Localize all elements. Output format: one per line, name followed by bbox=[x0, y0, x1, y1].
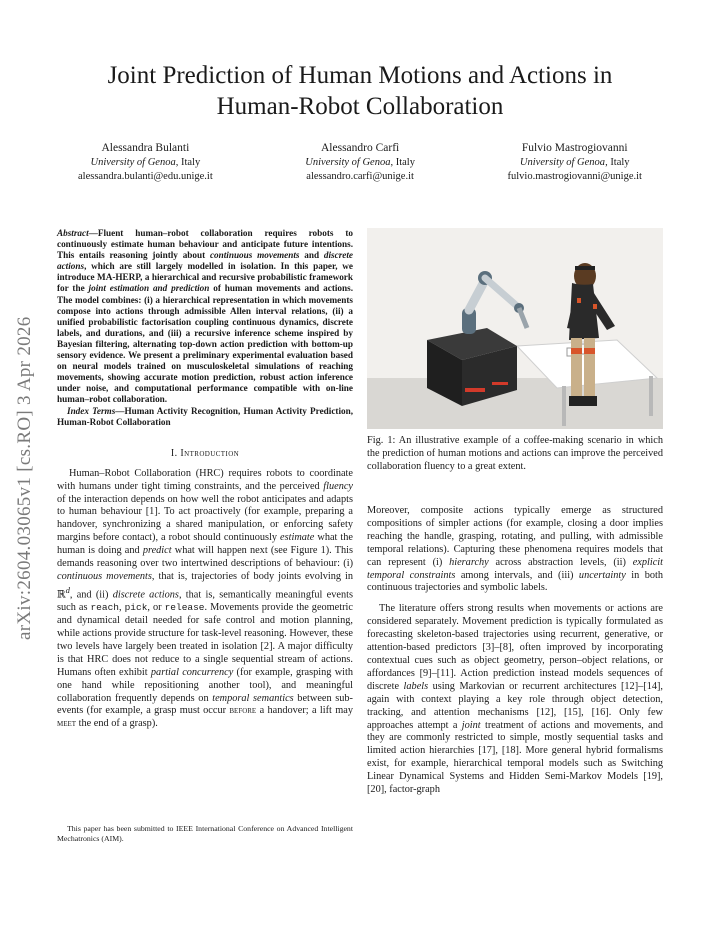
title-line-2: Human-Robot Collaboration bbox=[216, 93, 504, 120]
author-2 bbox=[305, 140, 415, 184]
abstract: Abstract—Fluent human–robot collaboration requires robots to continuously estimate human behaviour and anticipate future intentions. This entails reasoning jointly about continuous movements and discrete actions, which are still largely modelled in isolation. In this paper, we introduce MA-HERP, a hierarchical and recursive probabilistic framework for the joint estimation and prediction of human movements and actions. The model combines: (i) a hierarchical representation in which movements compose into actions through admissible Allen interval relations, (ii) a unified probabilistic factorisation coupling continuous dynamics, discrete labels, and durations, and (iii) a recursive inference scheme inspired by Bayesian filtering, alternating top-down action prediction with bottom-up sensory evidence. We present a preliminary experimental evaluation based on neural models trained on musculoskeletal simulations of reaching movements, showing accurate motion prediction, robust action inference under noise, and computational performance compatible with on-line human–robot collaboration. bbox=[57, 228, 354, 405]
paragraph: The literature offers strong results when movements or actions are considered separately. Movement prediction is typically formulated as forecasting skeleton-based trajectories using recurrent, generative, or attention-based predictors [3]–[8], often improved by incorporating contextual cues such as object geometry, person–object relations, or affordances [9]–[11]. Action prediction instead models sequences of discrete labels using Markovian or recurrent architectures [12]–[14], again with context playing a key role through object detection, tracking, and attention mechanisms [12], [15], [16]. Only few approaches attempt a joint treatment of actions and movements, and they are commonly restricted to simple, mostly sequential tasks and limited action hierarchies [17], [18]. More general hybrid formalisms exist, for example, hierarchical temporal models such as Switching Linear Dynamical Systems and Hidden Semi-Markov Models [19], [20], factor-graph bbox=[367, 603, 664, 796]
author-affiliation: University of Genoa, Italy bbox=[90, 157, 201, 168]
author-email: alessandra.bulanti@edu.unige.it bbox=[78, 171, 213, 182]
author-name: Alessandra Bulanti bbox=[101, 142, 190, 154]
left-column bbox=[57, 228, 353, 731]
author-1 bbox=[78, 140, 213, 184]
author-3 bbox=[507, 140, 642, 184]
introduction-text: Human–Robot Collaboration (HRC) requires robots to coordinate with humans under tight timing constraints, and the perceived fluency of the interaction depends on how well the robot anticipates and adapts to human behaviour [1]. To act proactively (for example, preparing a handover, synchronizing a shared manipulation, or enforcing safety margins before contact), a robot should continuously estimate what the human is doing and predict what will happen next (see Figure 1). This demands reasoning over two intertwined descriptions of behaviour: (i) continuous movements, that is, trajectories of body joints evolving in ℝ$^d$, and (ii) discrete actions, that is, semantically meaningful events such as reach, pick, or release. Movements provide the geometric and dynamical detail needed for safe control and motion planning, while actions provide structure for task-level reasoning. However, these two levels have largely been treated in isolation [2]. A major difficulty is that HRC does not reduce to a single sequential stream of actions. Humans often exhibit partial concurrency (for example, grasping with one hand while repositioning another tool), and meaningful collaboration frequently depends on temporal semantics between sub-events (for example, a grasp must occur before a handover; a lift may meet the end of a grasp). bbox=[57, 467, 354, 730]
author-affiliation: University of Genoa, Italy bbox=[305, 157, 415, 168]
right-column-text bbox=[367, 505, 663, 805]
paper-title bbox=[40, 60, 680, 122]
index-terms: Index Terms—Human Activity Recognition, Human Activity Prediction, Human-Robot Collaboration bbox=[57, 405, 354, 427]
arxiv-identifier: arXiv:2604.03065v1 [cs.RO] 3 Apr 2026 bbox=[14, 316, 35, 640]
author-block bbox=[78, 140, 642, 184]
footnote: This paper has been submitted to IEEE International Conference on Advanced Intelligent Mechatronics (AIM). bbox=[57, 824, 353, 843]
coffee-scenario-illustration bbox=[367, 228, 663, 429]
figure-1-caption: Fig. 1: An illustrative example of a coffee-making scenario in which the prediction of human motions and actions can improve the perceived collaboration fluency to a great extent. bbox=[367, 435, 663, 472]
right-column-figure bbox=[367, 228, 663, 474]
title-line-1: Joint Prediction of Human Motions and Actions in bbox=[107, 62, 613, 89]
author-name: Fulvio Mastrogiovanni bbox=[521, 142, 628, 154]
author-email: fulvio.mastrogiovanni@unige.it bbox=[507, 171, 642, 182]
section-heading-introduction: I. Introduction bbox=[170, 447, 240, 459]
author-name: Alessandro Carfì bbox=[321, 142, 400, 154]
figure-1-photo bbox=[367, 228, 663, 429]
author-affiliation: University of Genoa, Italy bbox=[519, 157, 630, 168]
paragraph: Moreover, composite actions typically emerge as structured compositions of simpler actions (for example, closing a door implies reaching the handle, grasping, rotating, and pulling, with admissible temporal relations). Capturing these phenomena requires models that can represent (i) hierarchy across abstraction levels, (ii) explicit temporal constraints among intervals, and (iii) uncertainty in both continuous trajectories and symbolic labels. bbox=[367, 505, 664, 594]
author-email: alessandro.carfi@unige.it bbox=[306, 171, 414, 182]
